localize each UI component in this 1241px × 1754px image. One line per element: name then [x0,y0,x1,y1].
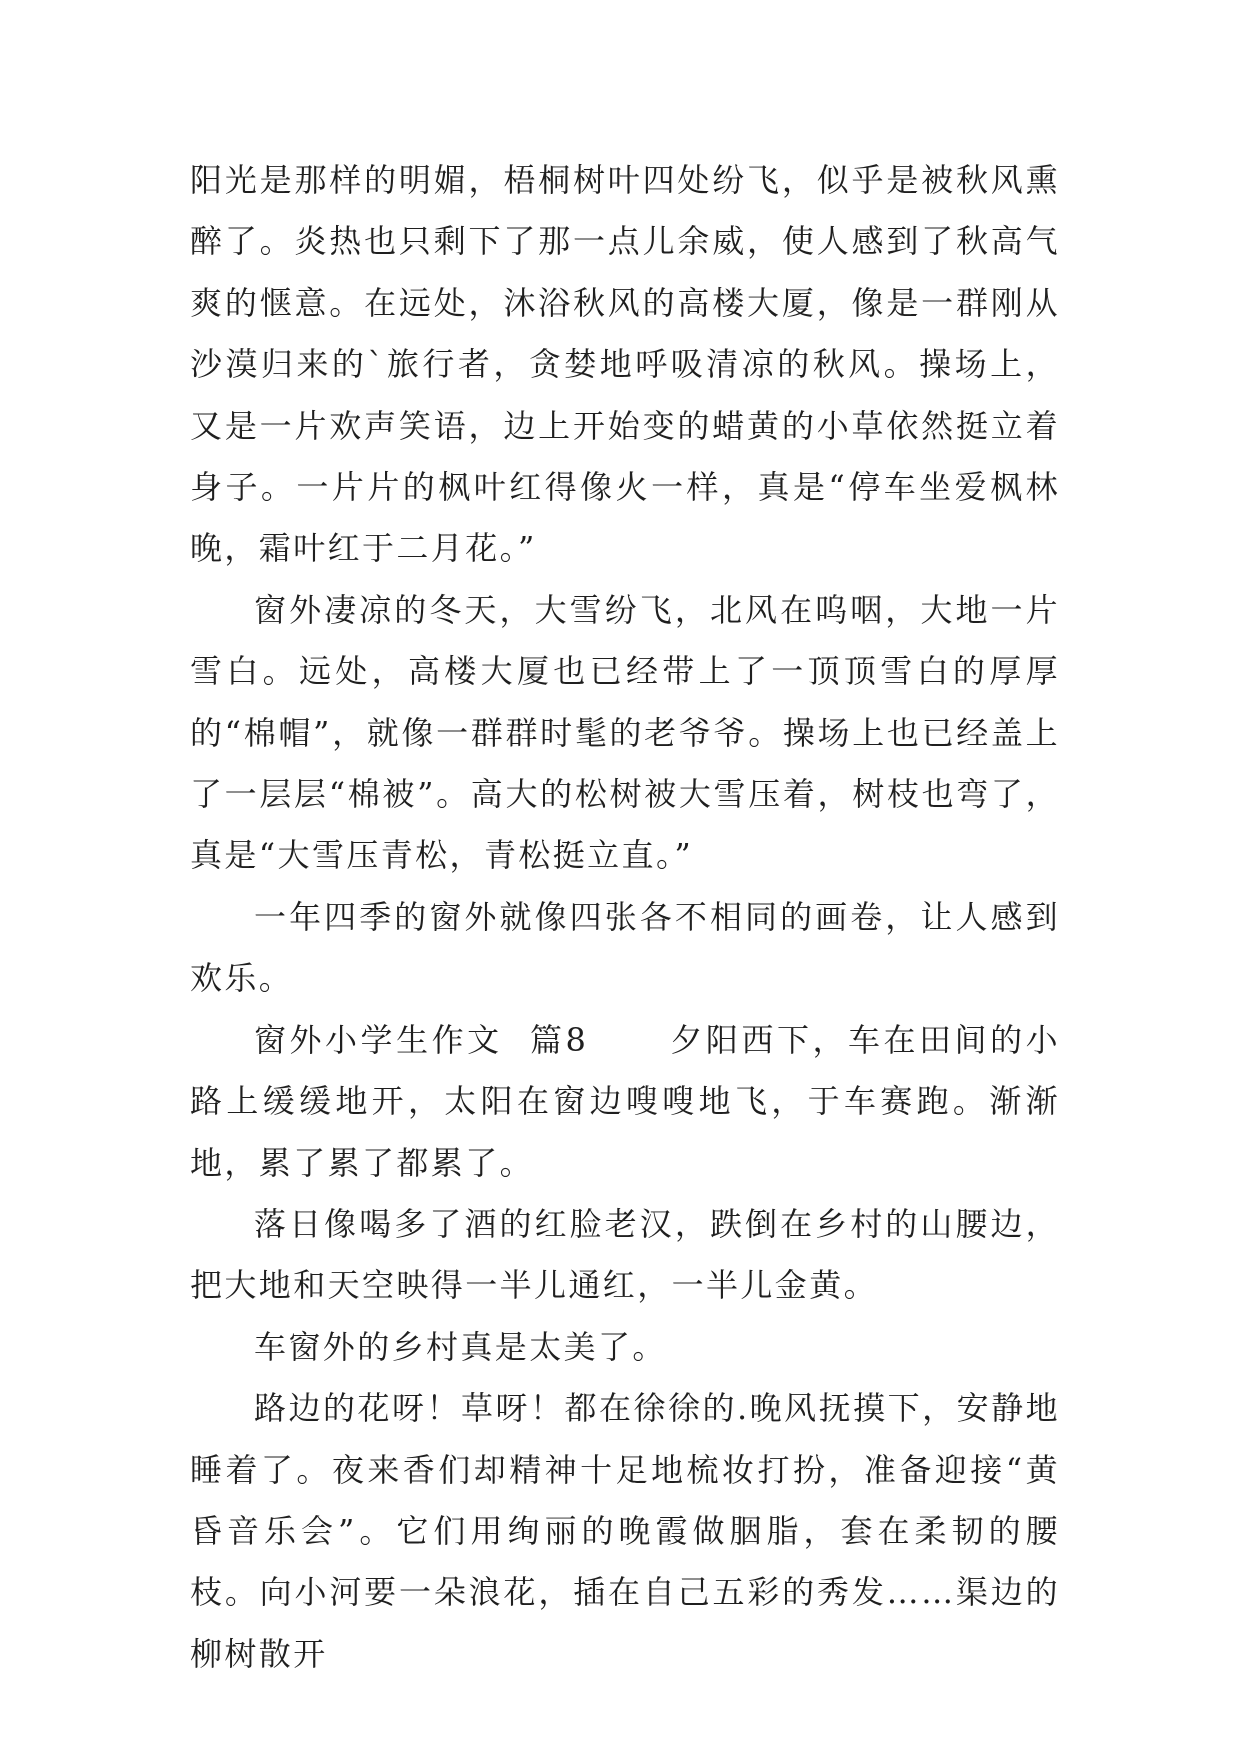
paragraph-village [190,1317,1060,1378]
paragraph-text: 落日像喝多了酒的红脸老汉，跌倒在乡村的山腰边，把大地和天空映得一半儿通红，一半儿金黄。 [190,1204,1060,1305]
paragraph-text: 窗外凄凉的冬天，大雪纷飞，北风在呜咽，大地一片雪白。远处，高楼大厦也已经带上了一顶顶雪白的厚厚的“棉帽”，就像一群群时髦的老爷爷。操场上也已经盖上了一层层“棉被”。高大的松树被大雪压着，树枝也弯了，真是“大雪压青松，青松挺立直。” [190,590,1060,875]
paragraph-essay-8-start [190,1010,1060,1194]
paragraph-text: 路边的花呀！草呀！都在徐徐的.晚风抚摸下，安静地睡着了。夜来香们却精神十足地梳妆打扮，准备迎接“黄昏音乐会”。它们用绚丽的晚霞做胭脂，套在柔韧的腰枝。向小河要一朵浪花，插在自己五彩的秀发……渠边的柳树散开 [190,1389,1060,1673]
document-body [190,150,1060,1685]
paragraph-four-seasons [190,887,1060,1010]
paragraph-winter [190,580,1060,887]
paragraph-text: 一年四季的窗外就像四张各不相同的画卷，让人感到欢乐。 [190,897,1060,998]
paragraph-text: 窗外小学生作文 篇8 夕阳西下，车在田间的小路上缓缓地开，太阳在窗边嗖嗖地飞，于车赛跑。渐渐地，累了累了都累了。 [190,1020,1060,1182]
paragraph-autumn [190,150,1060,580]
paragraph-text: 阳光是那样的明媚，梧桐树叶四处纷飞，似乎是被秋风熏醉了。炎热也只剩下了那一点儿余威，使人感到了秋高气爽的惬意。在远处，沐浴秋风的高楼大厦，像是一群刚从沙漠归来的`旅行者，贪婪地呼吸清凉的秋风。操场上，又是一片欢声笑语，边上开始变的蜡黄的小草依然挺立着身子。一片片的枫叶红得像火一样，真是“停车坐爱枫林晚，霜叶红于二月花。” [190,161,1060,568]
paragraph-flowers [190,1378,1060,1685]
paragraph-sunset [190,1194,1060,1317]
paragraph-text: 车窗外的乡村真是太美了。 [254,1327,667,1366]
